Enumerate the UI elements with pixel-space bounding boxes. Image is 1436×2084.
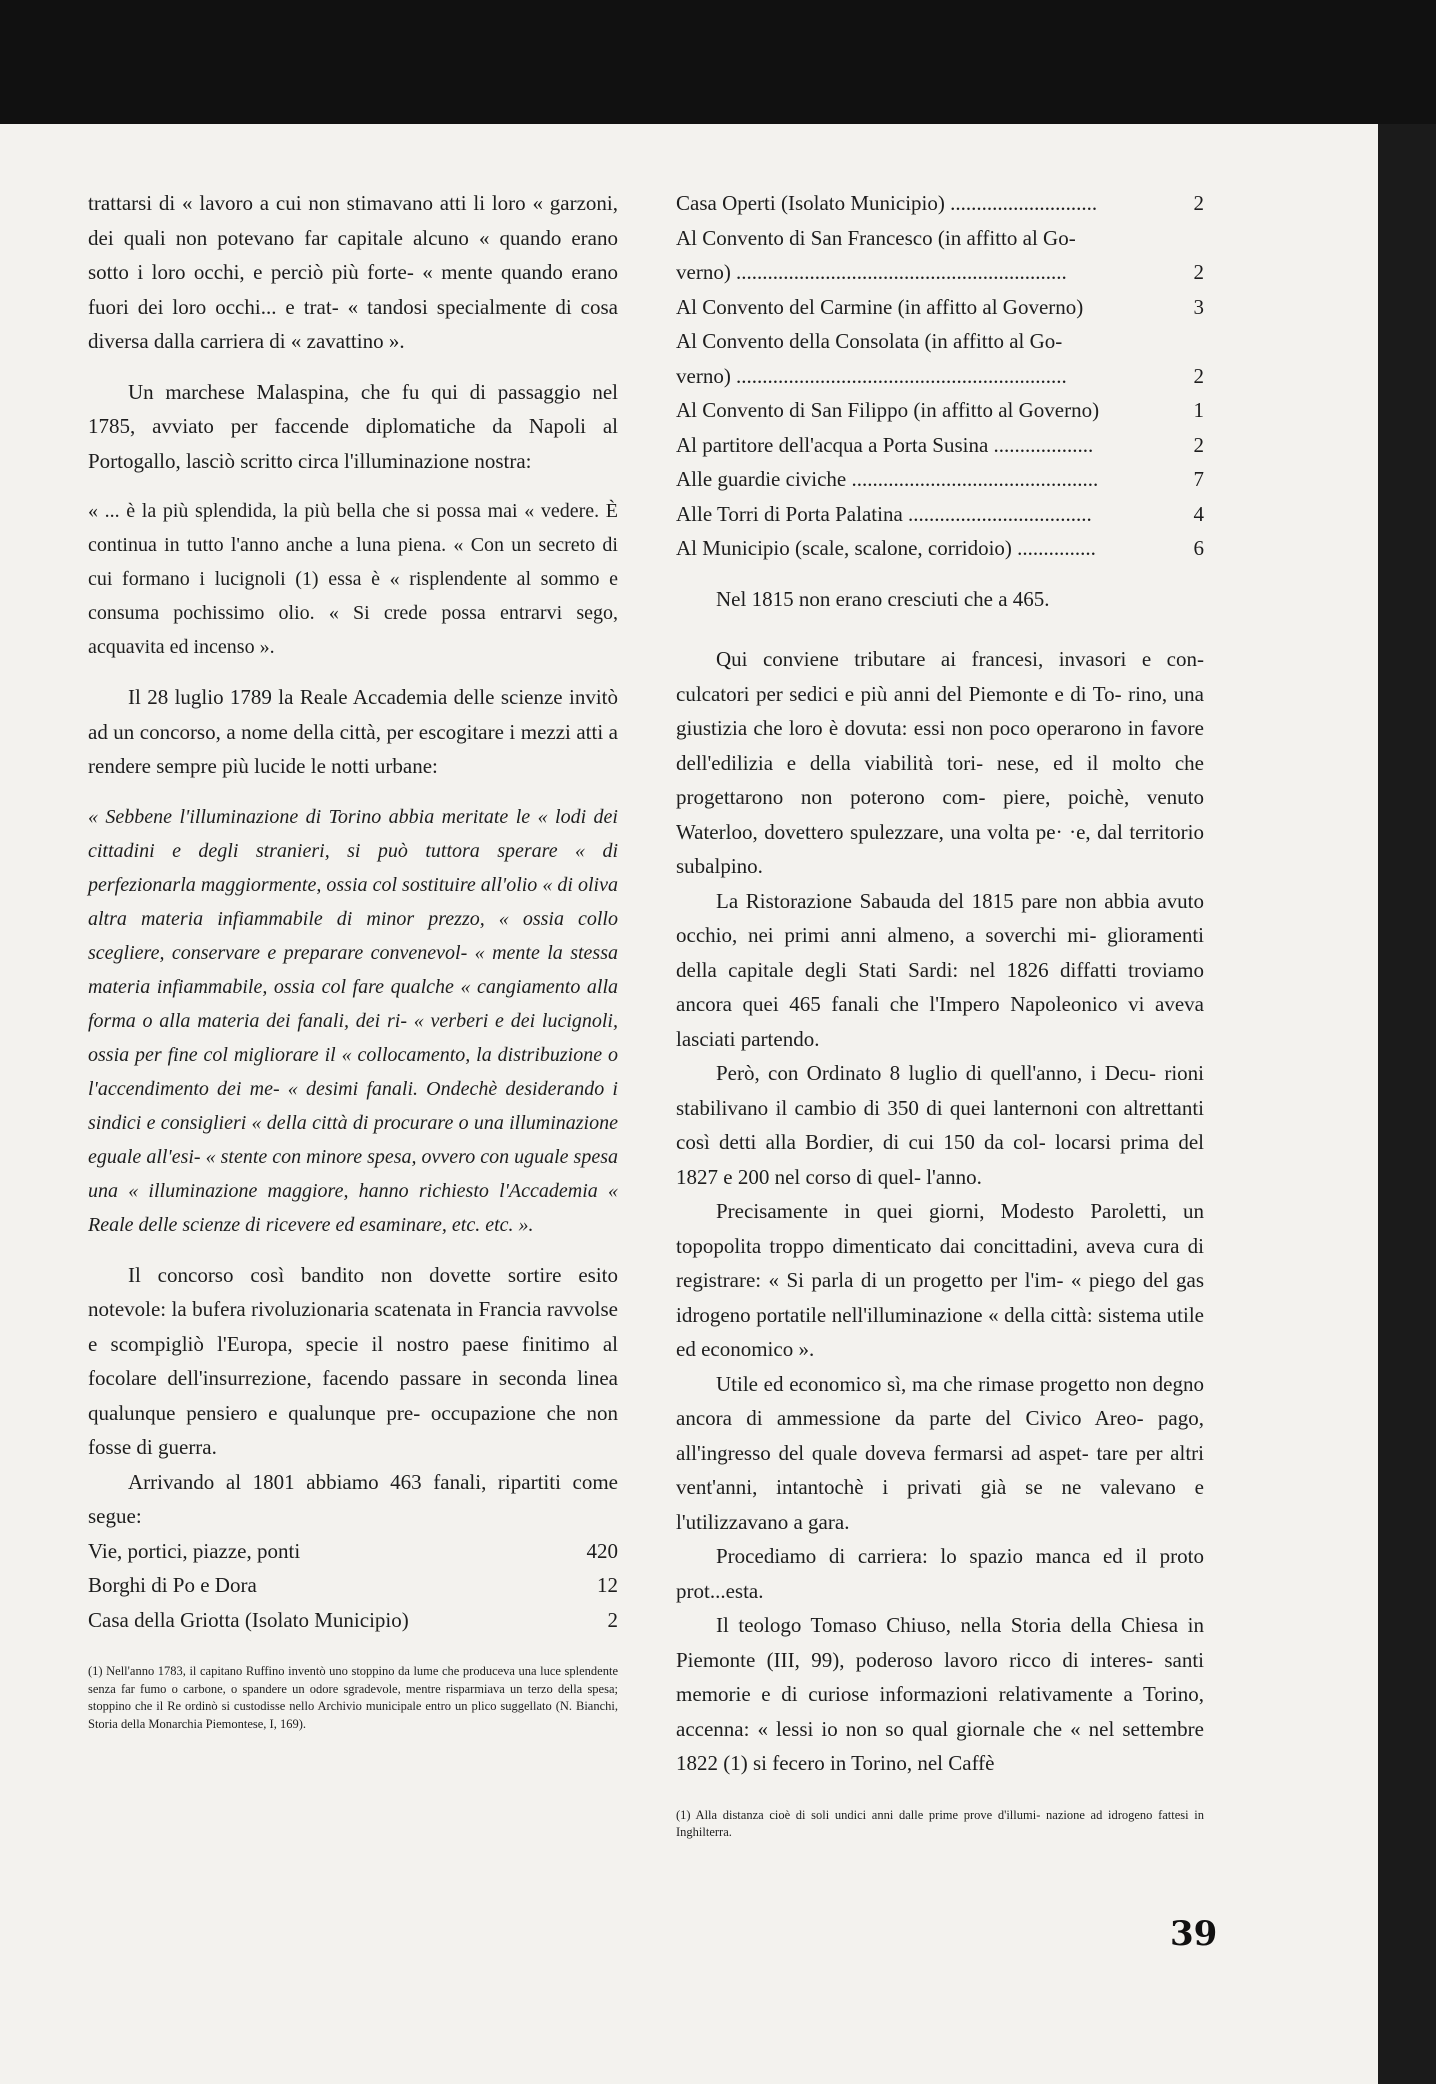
- quote-text: « Sebbene l'illuminazione di Torino abbia meritate le « lodi dei cittadini e degli stranieri, si può tuttora sperare « di perfezionarla maggiormente, ossia col sostituire all'olio « di oliva altra materia infiammabile di minor prezzo, « ossia collo scegliere, conservare e preparare convenevol- « mente la stessa materia infiammabile, ossia col fare qualche « cangiamento alla forma o alla materia dei fanali, dei ri- « verberi e dei lucignoli, ossia per fine col migliorare il « collocamento, la distribuzione o l'accendimento dei me- « desimi fanali. Ondechè desiderando i sindici e consiglieri « della città di procurare o una illuminazione eguale all'esi- « stente con minore spesa, ovvero con uguale spesa una « illuminazione maggiore, hanno richiesto l'Accademia « Reale delle scienze di ricevere ed esaminare, etc. etc. ».: [88, 805, 618, 1236]
- row-label: Al Convento del Carmine (in affitto al Governo): [676, 294, 1084, 319]
- row-value: 4: [1193, 501, 1204, 526]
- quote-block: [88, 494, 618, 664]
- row-value: 12: [597, 1573, 618, 1597]
- table-row: [676, 462, 1204, 497]
- paragraph: Procediamo di carriera: lo spazio manca ed il proto prot...esta.: [676, 1544, 1204, 1603]
- row-label: Al Municipio (scale, scalone, corridoio) ...............: [676, 536, 1096, 560]
- table-row: [676, 531, 1204, 566]
- table-row: [676, 186, 1204, 221]
- quote-text: « ... è la più splendida, la più bella che si possa mai « vedere. È continua in tutto l'anno anche a luna piena. « Con un secreto di cui formano i lucignoli (1) essa è « risplendente al sommo e consuma pochissimo olio. « Si crede possa entrarvi sego, acquavita ed incenso ».: [88, 500, 618, 658]
- paragraph: Però, con Ordinato 8 luglio di quell'anno, i Decu- rioni stabilivano il cambio di 350 di quei lanternoni con altrettanti così detti alla Bordier, di cui 150 da col- locarsi prima del 1827 e 200 nel corso di quel- l'anno.: [676, 1061, 1204, 1189]
- row-label: verno) ...............................................................: [676, 260, 1067, 284]
- paragraph: Qui conviene tributare ai francesi, invasori e con- culcatori per sedici e più anni del Piemonte e di To- rino, una giustizia che loro è dovuta: essi non poco operarono in favore dell'edilizia e della viabilità tori- nese, ed il molto che progettarono non poterono com- piere, poichè, venuto Waterloo, dovettero spulezzare, una volta pe· ·e, dal territorio subalpino.: [676, 647, 1204, 878]
- row-label: Alle Torri di Porta Palatina ...................................: [676, 501, 1092, 526]
- table-row: [88, 1603, 618, 1638]
- right-column: [676, 186, 1204, 1842]
- row-label: Casa della Griotta (Isolato Municipio): [88, 1607, 409, 1632]
- page-number: 39: [1170, 1914, 1218, 1954]
- row-label: Al partitore dell'acqua a Porta Susina ...................: [676, 432, 1094, 457]
- row-label: Borghi di Po e Dora: [88, 1573, 257, 1597]
- paragraph: Utile ed economico sì, ma che rimase progetto non degno ancora di ammessione da parte del Civico Areo- pago, all'ingresso del quale doveva fermarsi ad aspet- tare per altri vent'anni, intantochè i privati già se ne valevano e l'utilizzavano a gara.: [676, 1371, 1204, 1534]
- table-row: [676, 359, 1204, 394]
- row-value: 2: [1193, 191, 1204, 215]
- footnote-text: (1) Alla distanza cioè di soli undici anni dalle prime prove d'illumi- nazione ad idrogeno fattesi in Inghilterra.: [676, 1807, 1204, 1839]
- table-row: [676, 497, 1204, 532]
- row-value: 2: [1193, 363, 1204, 388]
- paragraph: Precisamente in quei giorni, Modesto Paroletti, un topopolita troppo dimenticato dai concittadini, aveva cura di registrare: « Si parla di un progetto per l'im- « piego del gas idrogeno portatile nell'illuminazione « della città: sistema utile ed economico ».: [676, 1199, 1204, 1361]
- row-label: verno) ...............................................................: [676, 363, 1067, 388]
- paragraph: trattarsi di « lavoro a cui non stimavano atti li loro « garzoni, dei quali non potevano far capitale alcuno « quando erano sotto i loro occhi, e perciò più forte- « mente quando erano fuori dei loro occhi... e trat- « tandosi specialmente di cosa diversa dalla carriera di « zavattino ».: [88, 191, 618, 353]
- row-label: Alle guardie civiche ...............................................: [676, 467, 1099, 491]
- row-label: Al Convento di San Francesco (in affitto al Go-: [676, 225, 1076, 250]
- paragraph: Arrivando al 1801 abbiamo 463 fanali, ripartiti come segue:: [88, 1469, 618, 1528]
- left-column: [88, 186, 618, 1733]
- paragraph: Il teologo Tomaso Chiuso, nella Storia della Chiesa in Piemonte (III, 99), poderoso lavoro ricco di interes- santi memorie e di curiose informazioni relativamente a Torino, accenna: « lessi io non so qual giornale che « nel settembre 1822 (1) si fecero in Torino, nel Caffè: [676, 1613, 1204, 1775]
- row-value: 2: [1193, 260, 1204, 284]
- footnote: [88, 1663, 618, 1733]
- paragraph: Un marchese Malaspina, che fu qui di passaggio nel 1785, avviato per faccende diplomatiche da Napoli al Portogallo, lasciò scritto circa l'illuminazione nostra:: [88, 379, 618, 473]
- table-row: [676, 393, 1204, 428]
- row-label: Al Convento della Consolata (in affitto al Go-: [676, 329, 1063, 353]
- table-row: [676, 428, 1204, 463]
- row-value: 7: [1193, 467, 1204, 491]
- row-value: 420: [586, 1538, 618, 1563]
- row-value: 2: [607, 1607, 618, 1632]
- footnote-text: (1) Nell'anno 1783, il capitano Ruffino inventò uno stoppino da lume che produceva una luce splendente senza far fumo o carbone, o spandere un odore sgradevole, mentre risparmiava un terzo della spesa; stoppino che il Re ordinò si custodisse nello Archivio municipale entro un plico suggellato (N. Bianchi, Storia della Monarchia Piemontese, I, 169).: [88, 1664, 618, 1731]
- row-value: 2: [1193, 432, 1204, 457]
- row-value: 1: [1193, 398, 1204, 422]
- table-row: [676, 290, 1204, 325]
- lamp-table: [88, 1534, 618, 1638]
- table-row: [676, 221, 1204, 256]
- quote-block: [88, 800, 618, 1242]
- paragraph: Il 28 luglio 1789 la Reale Accademia delle scienze invitò ad un concorso, a nome della città, per escogitare i mezzi atti a rendere sempre più lucide le notti urbane:: [88, 685, 618, 778]
- row-label: Al Convento di San Filippo (in affitto al Governo): [676, 398, 1100, 422]
- row-value: 3: [1193, 294, 1204, 319]
- table-row: [88, 1568, 618, 1603]
- row-value: 6: [1193, 536, 1204, 560]
- table-row: [88, 1534, 618, 1569]
- paragraph: Nel 1815 non erano cresciuti che a 465.: [716, 586, 1050, 611]
- paragraph: Il concorso così bandito non dovette sortire esito notevole: la bufera rivoluzionaria scatenata in Francia ravvolse e scompigliò l'Europa, specie il nostro paese finitimo al focolare dell'insurrezione, facendo passare in seconda linea qualunque pensiero e qualunque pre- occupazione che non fosse di guerra.: [88, 1262, 618, 1459]
- table-row: [676, 324, 1204, 359]
- paragraph: La Ristorazione Sabauda del 1815 pare non abbia avuto occhio, nei primi anni almeno, a soverchi mi- glioramenti della capitale degli Stati Sardi: nel 1826 diffatti troviamo ancora quei 465 fanali che l'Impero Napoleonico vi aveva lasciati partendo.: [676, 888, 1204, 1051]
- table-row: [676, 255, 1204, 290]
- book-page: [0, 124, 1378, 2084]
- row-label: Casa Operti (Isolato Municipio) ............................: [676, 191, 1098, 215]
- row-label: Vie, portici, piazze, ponti: [88, 1538, 301, 1563]
- lamp-table-continued: [676, 186, 1204, 566]
- scan-dark-border: [0, 0, 1436, 124]
- footnote: [676, 1807, 1204, 1842]
